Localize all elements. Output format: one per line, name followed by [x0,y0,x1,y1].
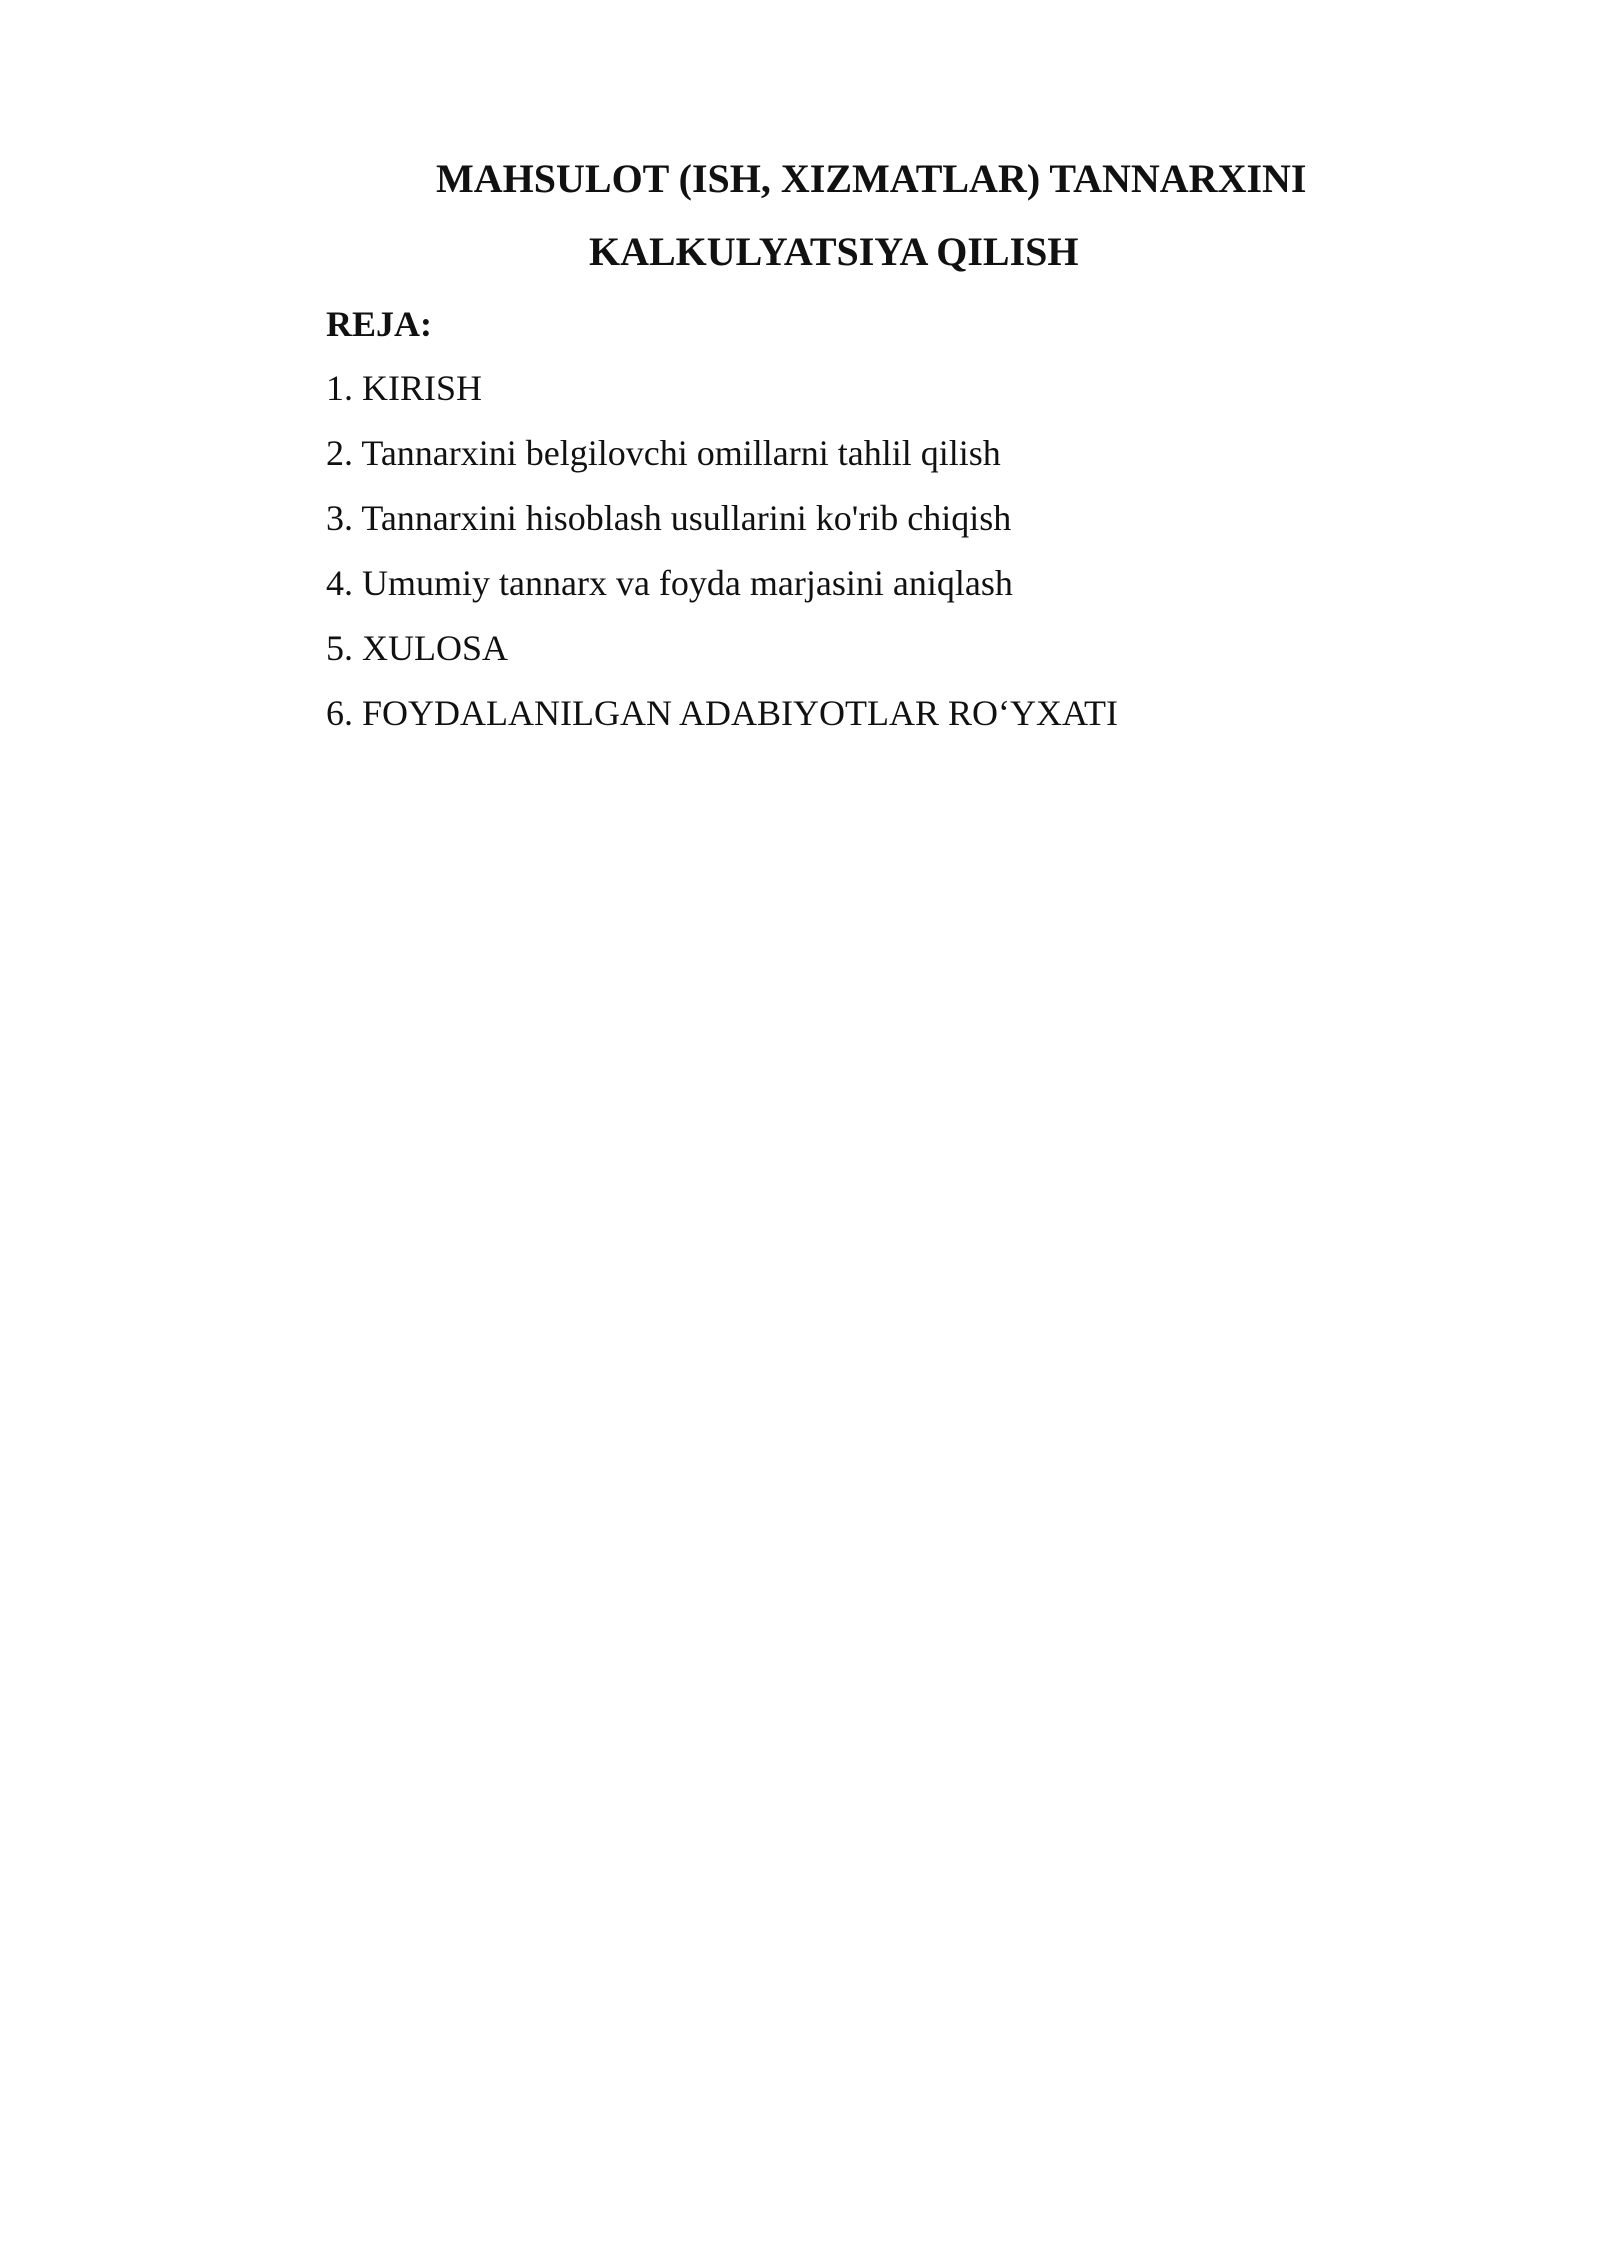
document-title-line-2: KALKULYATSIYA QILISH [589,229,1079,274]
plan-item-references: 6. FOYDALANILGAN ADABIYOTLAR RO‘YXATI [326,693,1118,733]
plan-item-cost-factors: 2. Tannarxini belgilovchi omillarni tahlil qilish [326,433,1001,473]
plan-item-total-cost-profit-margin: 4. Umumiy tannarx va foyda marjasini aniqlash [326,563,1013,603]
document-title-line-1: MAHSULOT (ISH, XIZMATLAR) TANNARXINI [436,156,1307,201]
plan-heading: REJA: [326,304,432,344]
plan-list [326,366,1118,756]
plan-item-calculation-methods: 3. Tannarxini hisoblash usullarini ko'rib chiqish [326,498,1012,538]
plan-item-conclusion: 5. XULOSA [326,628,509,668]
plan-item-introduction: 1. KIRISH [326,368,483,408]
